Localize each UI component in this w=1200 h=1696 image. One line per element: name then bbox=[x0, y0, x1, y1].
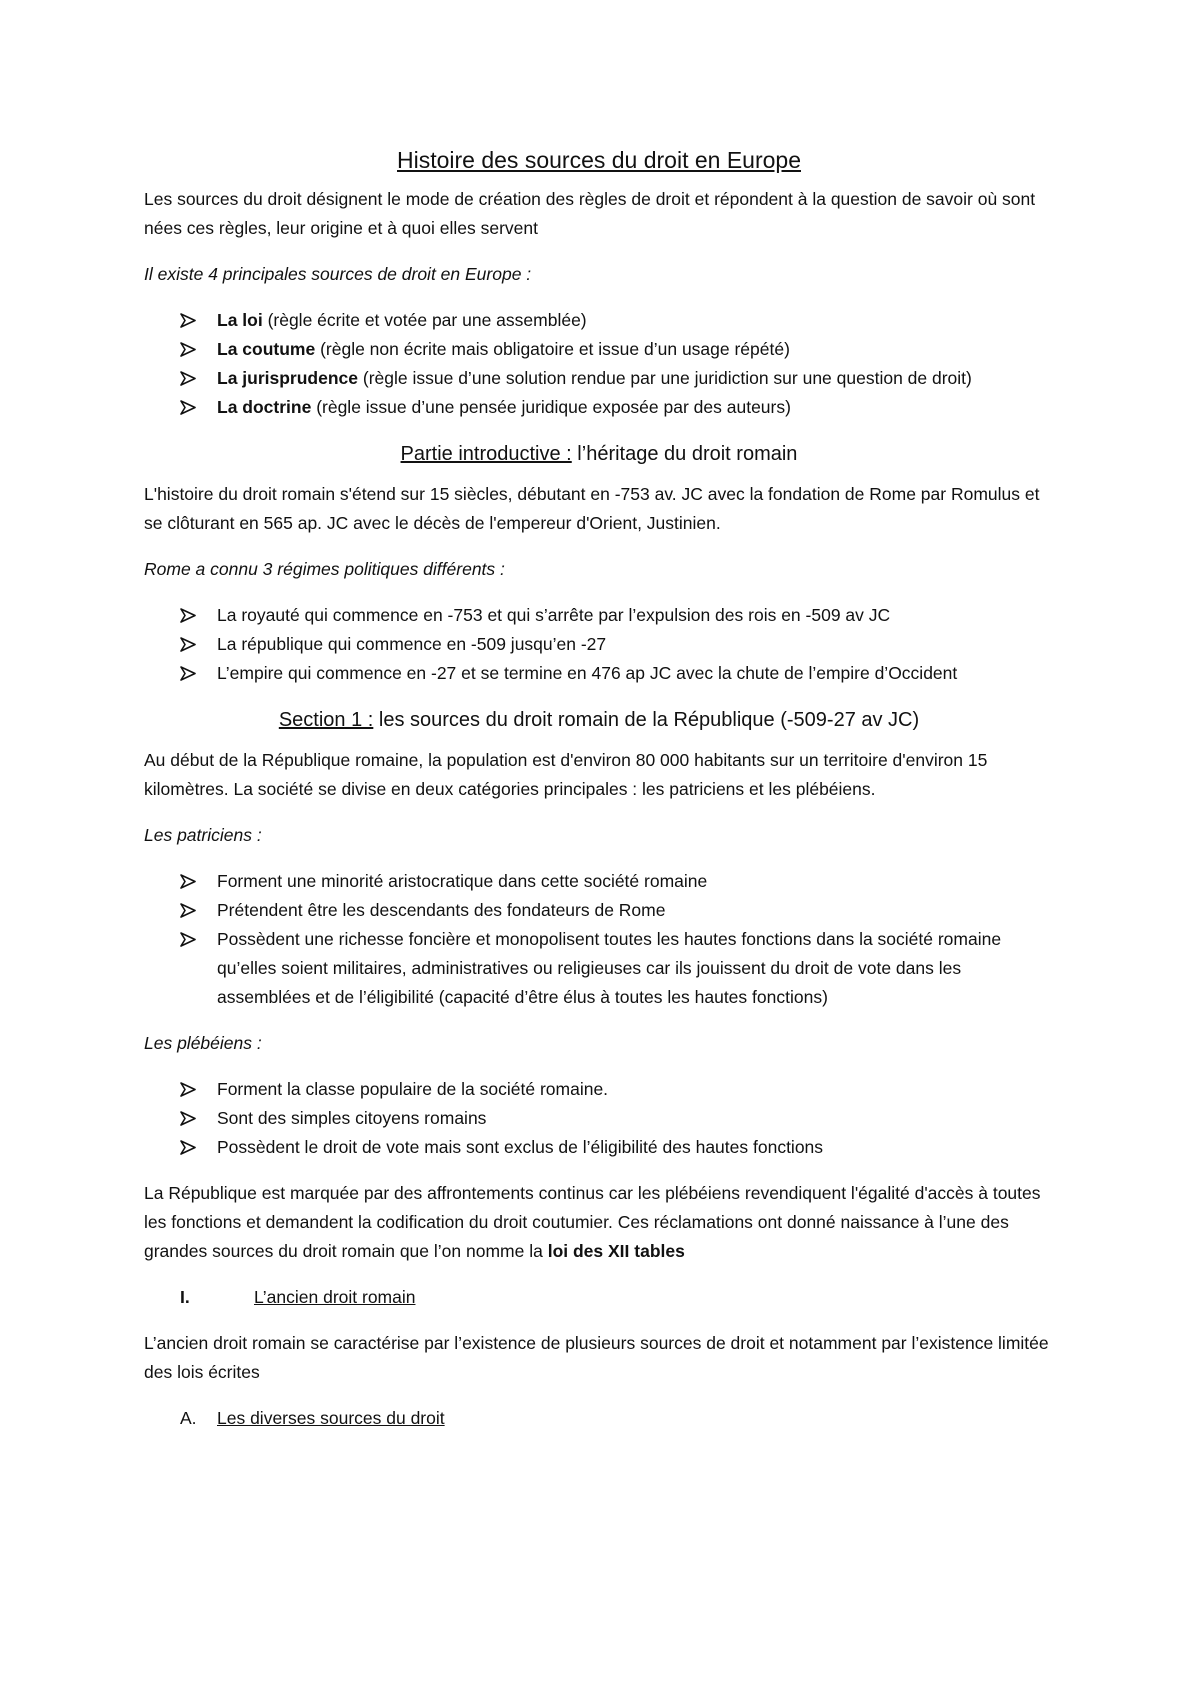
list-item bbox=[144, 306, 1054, 335]
arrow-bullet-icon bbox=[180, 306, 202, 335]
list-item-term: La loi bbox=[217, 310, 263, 330]
sources-lead: Il existe 4 principales sources de droit en Europe : bbox=[144, 264, 532, 284]
arrow-bullet-icon bbox=[180, 1133, 202, 1162]
sources-list bbox=[144, 306, 1054, 422]
list-item-desc: (règle issue d’une solution rendue par une juridiction sur une question de droit) bbox=[358, 368, 972, 388]
list-item-text: La royauté qui commence en -753 et qui s’arrête par l’expulsion des rois en -509 av JC bbox=[217, 605, 891, 625]
list-item bbox=[144, 896, 1054, 925]
arrow-bullet-icon bbox=[180, 1104, 202, 1133]
patriciens-list bbox=[144, 867, 1054, 1012]
list-item bbox=[144, 1075, 1054, 1104]
arrow-bullet-icon bbox=[180, 1075, 202, 1104]
list-item bbox=[144, 630, 1054, 659]
list-item-text: Forment une minorité aristocratique dans cette société romaine bbox=[217, 871, 708, 891]
list-item bbox=[144, 867, 1054, 896]
list-item-term: La jurisprudence bbox=[217, 368, 359, 388]
list-item-text: Possèdent le droit de vote mais sont exclus de l’éligibilité des hautes fonctions bbox=[217, 1137, 824, 1157]
arrow-bullet-icon bbox=[180, 335, 202, 364]
list-item-desc: (règle écrite et votée par une assemblée) bbox=[262, 310, 587, 330]
list-item-text: La république qui commence en -509 jusqu’en -27 bbox=[217, 634, 607, 654]
list-item bbox=[144, 335, 1054, 364]
part-heading-label: Partie introductive : bbox=[400, 443, 572, 465]
list-item bbox=[144, 659, 1054, 688]
regimes-lead: Rome a connu 3 régimes politiques différents : bbox=[144, 559, 505, 579]
arrow-bullet-icon bbox=[180, 601, 202, 630]
intro-paragraph: Les sources du droit désignent le mode de création des règles de droit et répondent à la question de savoir où sont nées ces règles, leur origine et à quoi elles servent bbox=[144, 189, 1036, 238]
subheading-i bbox=[144, 1283, 1054, 1312]
plebeiens-lead: Les plébéiens : bbox=[144, 1033, 262, 1053]
subheading-i-number: I. bbox=[180, 1287, 190, 1307]
patriciens-lead: Les patriciens : bbox=[144, 825, 262, 845]
part-heading-text: l’héritage du droit romain bbox=[571, 443, 798, 465]
list-item-text: Prétendent être les descendants des fondateurs de Rome bbox=[217, 900, 666, 920]
republique-text: La République est marquée par des affrontements continus car les plébéiens revendiquent l'égalité d'accès à toutes les fonctions et demandent la codification du droit coutumier. Ces réclamations ont donné naissance à l’une des grandes sources du droit romain que l’on nomme la bbox=[144, 1183, 1041, 1261]
list-item bbox=[144, 1104, 1054, 1133]
subheading-a-number: A. bbox=[180, 1408, 197, 1428]
section-heading-label: Section 1 : bbox=[278, 709, 374, 731]
plebeiens-list bbox=[144, 1075, 1054, 1162]
list-item-text: Sont des simples citoyens romains bbox=[217, 1108, 487, 1128]
section-heading-text: les sources du droit romain de la République (-509-27 av JC) bbox=[373, 709, 920, 731]
section-paragraph: Au début de la République romaine, la population est d'environ 80 000 habitants sur un territoire d'environ 15 kilomètres. La société se divise en deux catégories principales : les patriciens et les plébéiens. bbox=[144, 750, 988, 799]
list-item-text: L’empire qui commence en -27 et se termine en 476 ap JC avec la chute de l’empire d’Occident bbox=[217, 663, 958, 683]
list-item-text: Possèdent une richesse foncière et monopolisent toutes les hautes fonctions dans la société romaine qu’elles soient militaires, administratives ou religieuses car ils jouissent du droit de vote dans les assemblées et de l’éligibilité (capacité d’être élus à toutes les hautes fonctions) bbox=[217, 929, 1002, 1007]
republique-bold-term: loi des XII tables bbox=[547, 1241, 685, 1261]
list-item-term: La doctrine bbox=[217, 397, 312, 417]
document-body bbox=[144, 144, 1054, 1450]
list-item-desc: (règle issue d’une pensée juridique exposée par des auteurs) bbox=[311, 397, 791, 417]
subheading-a-text: Les diverses sources du droit bbox=[217, 1408, 445, 1428]
list-item bbox=[144, 925, 1054, 1012]
arrow-bullet-icon bbox=[180, 364, 202, 393]
list-item-text: Forment la classe populaire de la société romaine. bbox=[217, 1079, 609, 1099]
list-item-desc: (règle non écrite mais obligatoire et issue d’un usage répété) bbox=[315, 339, 790, 359]
subheading-a bbox=[144, 1404, 1054, 1433]
list-item bbox=[144, 364, 1054, 393]
part-heading bbox=[144, 439, 1054, 469]
part-paragraph: L'histoire du droit romain s'étend sur 15 siècles, débutant en -753 av. JC avec la fondation de Rome par Romulus et se clôturant en 565 ap. JC avec le décès de l'empereur d'Orient, Justinien. bbox=[144, 484, 1040, 533]
arrow-bullet-icon bbox=[180, 896, 202, 925]
list-item bbox=[144, 393, 1054, 422]
republique-paragraph bbox=[144, 1179, 1054, 1266]
arrow-bullet-icon bbox=[180, 630, 202, 659]
list-item-term: La coutume bbox=[217, 339, 316, 359]
arrow-bullet-icon bbox=[180, 393, 202, 422]
list-item bbox=[144, 601, 1054, 630]
list-item bbox=[144, 1133, 1054, 1162]
subheading-i-text: L’ancien droit romain bbox=[254, 1287, 416, 1307]
document-title: Histoire des sources du droit en Europe bbox=[397, 147, 801, 173]
section-heading bbox=[144, 705, 1054, 735]
arrow-bullet-icon bbox=[180, 867, 202, 896]
arrow-bullet-icon bbox=[180, 925, 202, 954]
ancien-paragraph: L’ancien droit romain se caractérise par l’existence de plusieurs sources de droit et notamment par l’existence limitée des lois écrites bbox=[144, 1333, 1049, 1382]
arrow-bullet-icon bbox=[180, 659, 202, 688]
regimes-list bbox=[144, 601, 1054, 688]
